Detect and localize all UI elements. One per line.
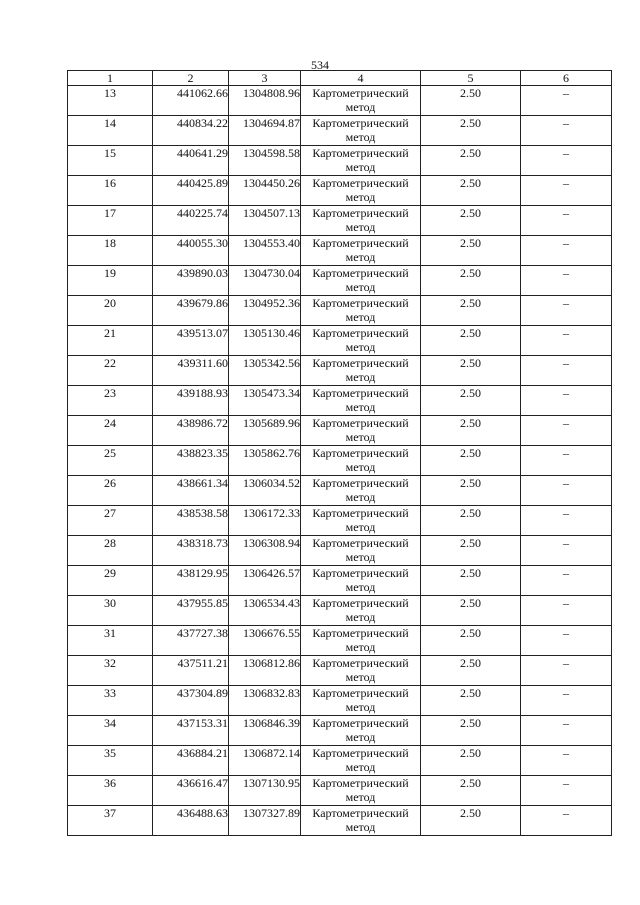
table-row bbox=[68, 386, 612, 416]
y-coordinate-cell: 1304952.36 bbox=[229, 296, 301, 326]
accuracy-cell: 2.50 bbox=[421, 626, 521, 656]
accuracy-cell: 2.50 bbox=[421, 326, 521, 356]
x-coordinate-cell: 437511.21 bbox=[153, 656, 229, 686]
y-coordinate-cell: 1307327.89 bbox=[229, 806, 301, 836]
method-cell bbox=[301, 356, 421, 386]
method-line-2: метод bbox=[345, 550, 376, 564]
point-number-cell: 25 bbox=[68, 446, 153, 476]
point-number-cell: 18 bbox=[68, 236, 153, 266]
note-cell: – bbox=[521, 776, 612, 806]
y-coordinate-cell: 1306308.94 bbox=[229, 536, 301, 566]
header-cell-6: 6 bbox=[521, 71, 612, 86]
point-number-cell: 30 bbox=[68, 596, 153, 626]
method-line-1: Картометрический bbox=[312, 476, 409, 490]
table-row bbox=[68, 746, 612, 776]
method-line-2: метод bbox=[345, 400, 376, 414]
point-number-cell: 21 bbox=[68, 326, 153, 356]
method-line-2: метод bbox=[345, 730, 376, 744]
y-coordinate-cell: 1305862.76 bbox=[229, 446, 301, 476]
note-cell: – bbox=[521, 296, 612, 326]
note-cell: – bbox=[521, 176, 612, 206]
method-line-2: метод bbox=[345, 190, 376, 204]
method-cell bbox=[301, 476, 421, 506]
x-coordinate-cell: 440055.30 bbox=[153, 236, 229, 266]
method-line-1: Картометрический bbox=[312, 266, 409, 280]
table-row bbox=[68, 446, 612, 476]
accuracy-cell: 2.50 bbox=[421, 806, 521, 836]
x-coordinate-cell: 439188.93 bbox=[153, 386, 229, 416]
accuracy-cell: 2.50 bbox=[421, 236, 521, 266]
accuracy-cell: 2.50 bbox=[421, 116, 521, 146]
note-cell: – bbox=[521, 416, 612, 446]
method-cell bbox=[301, 506, 421, 536]
table-row bbox=[68, 116, 612, 146]
note-cell: – bbox=[521, 446, 612, 476]
accuracy-cell: 2.50 bbox=[421, 266, 521, 296]
method-cell bbox=[301, 776, 421, 806]
table-row bbox=[68, 266, 612, 296]
point-number-cell: 22 bbox=[68, 356, 153, 386]
x-coordinate-cell: 438823.35 bbox=[153, 446, 229, 476]
method-line-1: Картометрический bbox=[312, 566, 409, 580]
y-coordinate-cell: 1304553.40 bbox=[229, 236, 301, 266]
header-cell-3: 3 bbox=[229, 71, 301, 86]
point-number-cell: 37 bbox=[68, 806, 153, 836]
y-coordinate-cell: 1305342.56 bbox=[229, 356, 301, 386]
table-row bbox=[68, 776, 612, 806]
method-line-1: Картометрический bbox=[312, 776, 409, 790]
method-cell bbox=[301, 86, 421, 116]
method-line-2: метод bbox=[345, 310, 376, 324]
note-cell: – bbox=[521, 656, 612, 686]
x-coordinate-cell: 437955.85 bbox=[153, 596, 229, 626]
x-coordinate-cell: 438129.95 bbox=[153, 566, 229, 596]
method-cell bbox=[301, 566, 421, 596]
y-coordinate-cell: 1304694.87 bbox=[229, 116, 301, 146]
y-coordinate-cell: 1306812.86 bbox=[229, 656, 301, 686]
method-line-2: метод bbox=[345, 130, 376, 144]
table-row bbox=[68, 176, 612, 206]
method-line-1: Картометрический bbox=[312, 596, 409, 610]
note-cell: – bbox=[521, 206, 612, 236]
method-line-1: Картометрический bbox=[312, 506, 409, 520]
note-cell: – bbox=[521, 746, 612, 776]
table-row bbox=[68, 86, 612, 116]
header-cell-5: 5 bbox=[421, 71, 521, 86]
table-row bbox=[68, 716, 612, 746]
x-coordinate-cell: 437727.38 bbox=[153, 626, 229, 656]
method-line-1: Картометрический bbox=[312, 146, 409, 160]
y-coordinate-cell: 1305130.46 bbox=[229, 326, 301, 356]
point-number-cell: 19 bbox=[68, 266, 153, 296]
note-cell: – bbox=[521, 536, 612, 566]
table-row bbox=[68, 416, 612, 446]
method-line-1: Картометрический bbox=[312, 206, 409, 220]
method-line-1: Картометрический bbox=[312, 116, 409, 130]
x-coordinate-cell: 440641.29 bbox=[153, 146, 229, 176]
accuracy-cell: 2.50 bbox=[421, 416, 521, 446]
note-cell: – bbox=[521, 86, 612, 116]
point-number-cell: 34 bbox=[68, 716, 153, 746]
table-row bbox=[68, 596, 612, 626]
y-coordinate-cell: 1306832.83 bbox=[229, 686, 301, 716]
accuracy-cell: 2.50 bbox=[421, 656, 521, 686]
point-number-cell: 33 bbox=[68, 686, 153, 716]
table-row bbox=[68, 206, 612, 236]
accuracy-cell: 2.50 bbox=[421, 776, 521, 806]
method-cell bbox=[301, 386, 421, 416]
x-coordinate-cell: 438986.72 bbox=[153, 416, 229, 446]
x-coordinate-cell: 440425.89 bbox=[153, 176, 229, 206]
method-cell bbox=[301, 176, 421, 206]
method-line-1: Картометрический bbox=[312, 446, 409, 460]
accuracy-cell: 2.50 bbox=[421, 476, 521, 506]
method-cell bbox=[301, 746, 421, 776]
method-line-2: метод bbox=[345, 580, 376, 594]
method-line-2: метод bbox=[345, 520, 376, 534]
accuracy-cell: 2.50 bbox=[421, 566, 521, 596]
method-line-1: Картометрический bbox=[312, 416, 409, 430]
method-line-2: метод bbox=[345, 490, 376, 504]
method-line-1: Картометрический bbox=[312, 236, 409, 250]
method-line-2: метод bbox=[345, 460, 376, 474]
y-coordinate-cell: 1306172.33 bbox=[229, 506, 301, 536]
note-cell: – bbox=[521, 386, 612, 416]
x-coordinate-cell: 438538.58 bbox=[153, 506, 229, 536]
page-number: 534 bbox=[311, 58, 329, 72]
accuracy-cell: 2.50 bbox=[421, 686, 521, 716]
method-line-2: метод bbox=[345, 700, 376, 714]
accuracy-cell: 2.50 bbox=[421, 506, 521, 536]
method-cell bbox=[301, 236, 421, 266]
table-header-row bbox=[68, 71, 612, 86]
point-number-cell: 14 bbox=[68, 116, 153, 146]
y-coordinate-cell: 1306846.39 bbox=[229, 716, 301, 746]
note-cell: – bbox=[521, 146, 612, 176]
method-line-2: метод bbox=[345, 640, 376, 654]
header-cell-1: 1 bbox=[68, 71, 153, 86]
accuracy-cell: 2.50 bbox=[421, 296, 521, 326]
x-coordinate-cell: 439513.07 bbox=[153, 326, 229, 356]
table-row bbox=[68, 656, 612, 686]
point-number-cell: 24 bbox=[68, 416, 153, 446]
point-number-cell: 26 bbox=[68, 476, 153, 506]
method-line-2: метод bbox=[345, 790, 376, 804]
y-coordinate-cell: 1304808.96 bbox=[229, 86, 301, 116]
method-cell bbox=[301, 716, 421, 746]
note-cell: – bbox=[521, 236, 612, 266]
method-cell bbox=[301, 206, 421, 236]
method-cell bbox=[301, 116, 421, 146]
y-coordinate-cell: 1306034.52 bbox=[229, 476, 301, 506]
method-cell bbox=[301, 146, 421, 176]
method-line-2: метод bbox=[345, 220, 376, 234]
x-coordinate-cell: 438318.73 bbox=[153, 536, 229, 566]
method-line-2: метод bbox=[345, 670, 376, 684]
method-line-1: Картометрический bbox=[312, 626, 409, 640]
note-cell: – bbox=[521, 506, 612, 536]
point-number-cell: 28 bbox=[68, 536, 153, 566]
method-line-1: Картометрический bbox=[312, 176, 409, 190]
method-cell bbox=[301, 266, 421, 296]
note-cell: – bbox=[521, 476, 612, 506]
note-cell: – bbox=[521, 686, 612, 716]
method-cell bbox=[301, 446, 421, 476]
y-coordinate-cell: 1304598.58 bbox=[229, 146, 301, 176]
y-coordinate-cell: 1304507.13 bbox=[229, 206, 301, 236]
method-cell bbox=[301, 326, 421, 356]
x-coordinate-cell: 436884.21 bbox=[153, 746, 229, 776]
method-line-1: Картометрический bbox=[312, 86, 409, 100]
method-line-2: метод bbox=[345, 100, 376, 114]
table-row bbox=[68, 236, 612, 266]
method-cell bbox=[301, 536, 421, 566]
y-coordinate-cell: 1304730.04 bbox=[229, 266, 301, 296]
method-line-2: метод bbox=[345, 610, 376, 624]
point-number-cell: 17 bbox=[68, 206, 153, 236]
note-cell: – bbox=[521, 356, 612, 386]
x-coordinate-cell: 440225.74 bbox=[153, 206, 229, 236]
method-line-2: метод bbox=[345, 370, 376, 384]
point-number-cell: 23 bbox=[68, 386, 153, 416]
point-number-cell: 16 bbox=[68, 176, 153, 206]
x-coordinate-cell: 441062.66 bbox=[153, 86, 229, 116]
header-cell-2: 2 bbox=[153, 71, 229, 86]
table-row bbox=[68, 806, 612, 836]
note-cell: – bbox=[521, 806, 612, 836]
table-row bbox=[68, 536, 612, 566]
table-row bbox=[68, 686, 612, 716]
method-cell bbox=[301, 626, 421, 656]
method-line-1: Картометрический bbox=[312, 326, 409, 340]
method-line-1: Картометрический bbox=[312, 296, 409, 310]
method-line-1: Картометрический bbox=[312, 806, 409, 820]
accuracy-cell: 2.50 bbox=[421, 746, 521, 776]
accuracy-cell: 2.50 bbox=[421, 206, 521, 236]
note-cell: – bbox=[521, 326, 612, 356]
point-number-cell: 32 bbox=[68, 656, 153, 686]
table-row bbox=[68, 566, 612, 596]
method-line-2: метод bbox=[345, 340, 376, 354]
x-coordinate-cell: 439311.60 bbox=[153, 356, 229, 386]
note-cell: – bbox=[521, 116, 612, 146]
coordinates-table bbox=[67, 70, 612, 836]
method-line-2: метод bbox=[345, 760, 376, 774]
method-line-1: Картометрический bbox=[312, 746, 409, 760]
point-number-cell: 20 bbox=[68, 296, 153, 326]
method-line-1: Картометрический bbox=[312, 356, 409, 370]
y-coordinate-cell: 1306426.57 bbox=[229, 566, 301, 596]
y-coordinate-cell: 1305473.34 bbox=[229, 386, 301, 416]
method-line-1: Картометрический bbox=[312, 386, 409, 400]
accuracy-cell: 2.50 bbox=[421, 716, 521, 746]
accuracy-cell: 2.50 bbox=[421, 386, 521, 416]
x-coordinate-cell: 436488.63 bbox=[153, 806, 229, 836]
note-cell: – bbox=[521, 716, 612, 746]
x-coordinate-cell: 439679.86 bbox=[153, 296, 229, 326]
note-cell: – bbox=[521, 596, 612, 626]
table-row bbox=[68, 146, 612, 176]
method-line-1: Картометрический bbox=[312, 686, 409, 700]
table-row bbox=[68, 506, 612, 536]
point-number-cell: 15 bbox=[68, 146, 153, 176]
table-row bbox=[68, 476, 612, 506]
point-number-cell: 36 bbox=[68, 776, 153, 806]
method-cell bbox=[301, 296, 421, 326]
point-number-cell: 29 bbox=[68, 566, 153, 596]
method-line-2: метод bbox=[345, 250, 376, 264]
y-coordinate-cell: 1306676.55 bbox=[229, 626, 301, 656]
method-cell bbox=[301, 596, 421, 626]
y-coordinate-cell: 1306534.43 bbox=[229, 596, 301, 626]
method-line-2: метод bbox=[345, 160, 376, 174]
point-number-cell: 31 bbox=[68, 626, 153, 656]
accuracy-cell: 2.50 bbox=[421, 146, 521, 176]
point-number-cell: 27 bbox=[68, 506, 153, 536]
table-body bbox=[68, 71, 612, 836]
method-line-1: Картометрический bbox=[312, 656, 409, 670]
y-coordinate-cell: 1307130.95 bbox=[229, 776, 301, 806]
accuracy-cell: 2.50 bbox=[421, 446, 521, 476]
method-line-1: Картометрический bbox=[312, 716, 409, 730]
table-row bbox=[68, 626, 612, 656]
method-line-2: метод bbox=[345, 430, 376, 444]
x-coordinate-cell: 437153.31 bbox=[153, 716, 229, 746]
table-row bbox=[68, 326, 612, 356]
note-cell: – bbox=[521, 626, 612, 656]
method-cell bbox=[301, 416, 421, 446]
method-line-2: метод bbox=[345, 280, 376, 294]
y-coordinate-cell: 1306872.14 bbox=[229, 746, 301, 776]
accuracy-cell: 2.50 bbox=[421, 596, 521, 626]
method-line-1: Картометрический bbox=[312, 536, 409, 550]
method-line-2: метод bbox=[345, 820, 376, 834]
x-coordinate-cell: 438661.34 bbox=[153, 476, 229, 506]
x-coordinate-cell: 436616.47 bbox=[153, 776, 229, 806]
point-number-cell: 35 bbox=[68, 746, 153, 776]
x-coordinate-cell: 439890.03 bbox=[153, 266, 229, 296]
method-cell bbox=[301, 686, 421, 716]
header-cell-4: 4 bbox=[301, 71, 421, 86]
method-cell bbox=[301, 806, 421, 836]
x-coordinate-cell: 440834.22 bbox=[153, 116, 229, 146]
accuracy-cell: 2.50 bbox=[421, 176, 521, 206]
note-cell: – bbox=[521, 566, 612, 596]
x-coordinate-cell: 437304.89 bbox=[153, 686, 229, 716]
table-row bbox=[68, 356, 612, 386]
point-number-cell: 13 bbox=[68, 86, 153, 116]
note-cell: – bbox=[521, 266, 612, 296]
method-cell bbox=[301, 656, 421, 686]
accuracy-cell: 2.50 bbox=[421, 86, 521, 116]
accuracy-cell: 2.50 bbox=[421, 536, 521, 566]
y-coordinate-cell: 1304450.26 bbox=[229, 176, 301, 206]
table-row bbox=[68, 296, 612, 326]
y-coordinate-cell: 1305689.96 bbox=[229, 416, 301, 446]
accuracy-cell: 2.50 bbox=[421, 356, 521, 386]
